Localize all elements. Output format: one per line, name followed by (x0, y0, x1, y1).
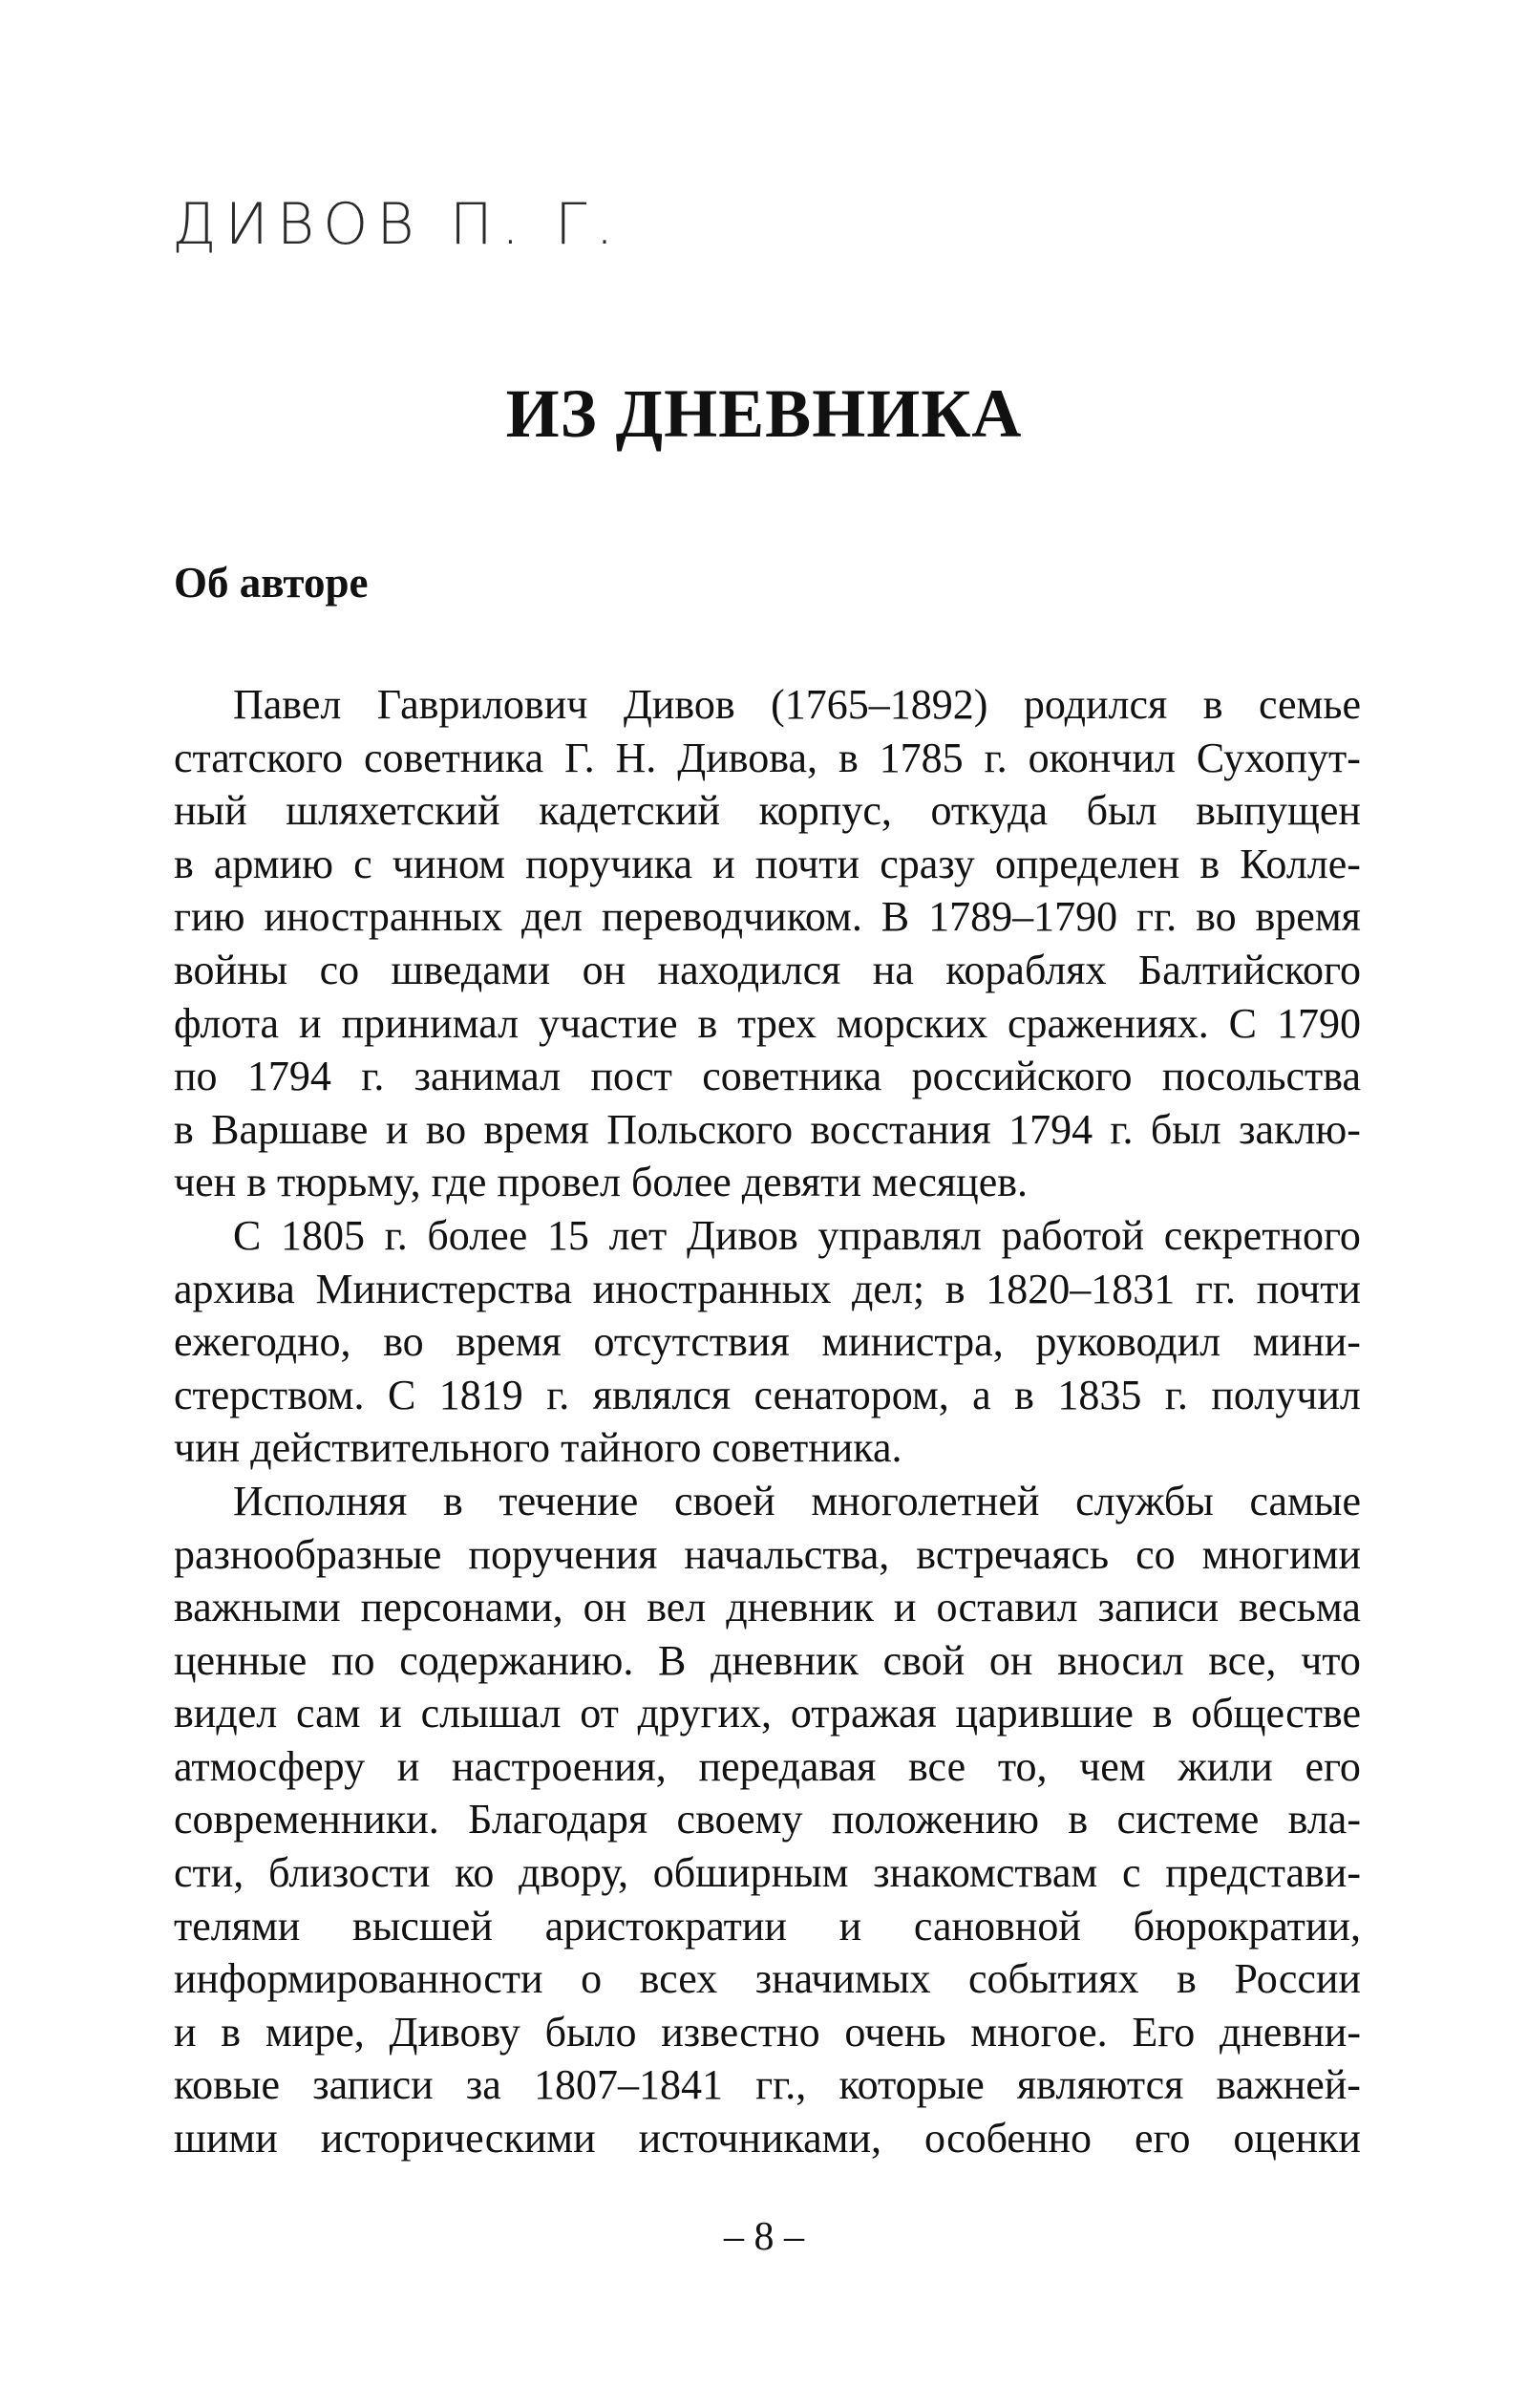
text-line: по 1794 г. занимал пост советника российского посольства (174, 1053, 1361, 1100)
text-line: флота и принимал участие в трех морских сражениях. С 1790 (174, 999, 1361, 1047)
text-line: гию иностранных дел переводчиком. В 1789–1790 гг. во время (174, 893, 1361, 941)
text-line: ценные по содержанию. В дневник свой он вносил все, что (174, 1636, 1361, 1684)
text-line: архива Министерства иностранных дел; в 1820–1831 гг. почти (174, 1265, 1361, 1312)
text-line: Исполняя в течение своей многолетней службы самые (233, 1477, 1361, 1524)
text-line: сти, близости ко двору, обширным знакомствам с представи- (174, 1849, 1361, 1897)
text-line: ковые записи за 1807–1841 гг., которые являются важней- (174, 2061, 1361, 2109)
text-line: Павел Гаврилович Дивов (1765–1892) родился в семье (233, 681, 1361, 728)
text-line: информированности о всех значимых событиях в России (174, 1955, 1361, 2003)
text-line: важными персонами, он вел дневник и оставил записи весьма (174, 1584, 1361, 1631)
page-number: – 8 – (724, 2215, 804, 2259)
text-line: и в мире, Дивову было известно очень многое. Его дневни- (174, 2008, 1361, 2056)
text-line: атмосферу и настроения, передавая все то, чем жили его (174, 1742, 1361, 1790)
text-line: в Варшаве и во время Польского восстания 1794 г. был заклю- (174, 1105, 1361, 1153)
body-text (174, 678, 1361, 2165)
text-line: С 1805 г. более 15 лет Дивов управлял работой секретного (233, 1211, 1361, 1259)
text-line: статского советника Г. Н. Дивова, в 1785 г. окончил Сухопут- (174, 734, 1361, 781)
chapter-title: ИЗ ДНЕВНИКА (505, 375, 1023, 452)
text-line: телями высшей аристократии и сановной бюрократии, (174, 1902, 1361, 1950)
section-heading: Об авторе (174, 559, 369, 607)
author-name: ДИВОВ П. Г. (172, 191, 623, 258)
text-line: чин действительного тайного советника. (174, 1424, 902, 1472)
text-line: ный шляхетский кадетский корпус, откуда был выпущен (174, 787, 1361, 835)
text-line: разнообразные поручения начальства, встречаясь со многими (174, 1530, 1361, 1578)
text-line: ежегодно, во время отсутствия министра, руководил мини- (174, 1318, 1361, 1366)
text-line: войны со шведами он находился на кораблях Балтийского (174, 946, 1361, 993)
text-line: в армию с чином поручика и почти сразу определен в Колле- (174, 840, 1361, 887)
text-line: современники. Благодаря своему положению в системе вла- (174, 1796, 1361, 1843)
text-line: шими историческими источниками, особенно его оценки (174, 2115, 1361, 2163)
text-line: видел сам и слышал от других, отражая царившие в обществе (174, 1690, 1361, 1737)
text-line: стерством. С 1819 г. являлся сенатором, а в 1835 г. получил (174, 1371, 1361, 1418)
text-line: чен в тюрьму, где провел более девяти месяцев. (174, 1159, 1028, 1206)
